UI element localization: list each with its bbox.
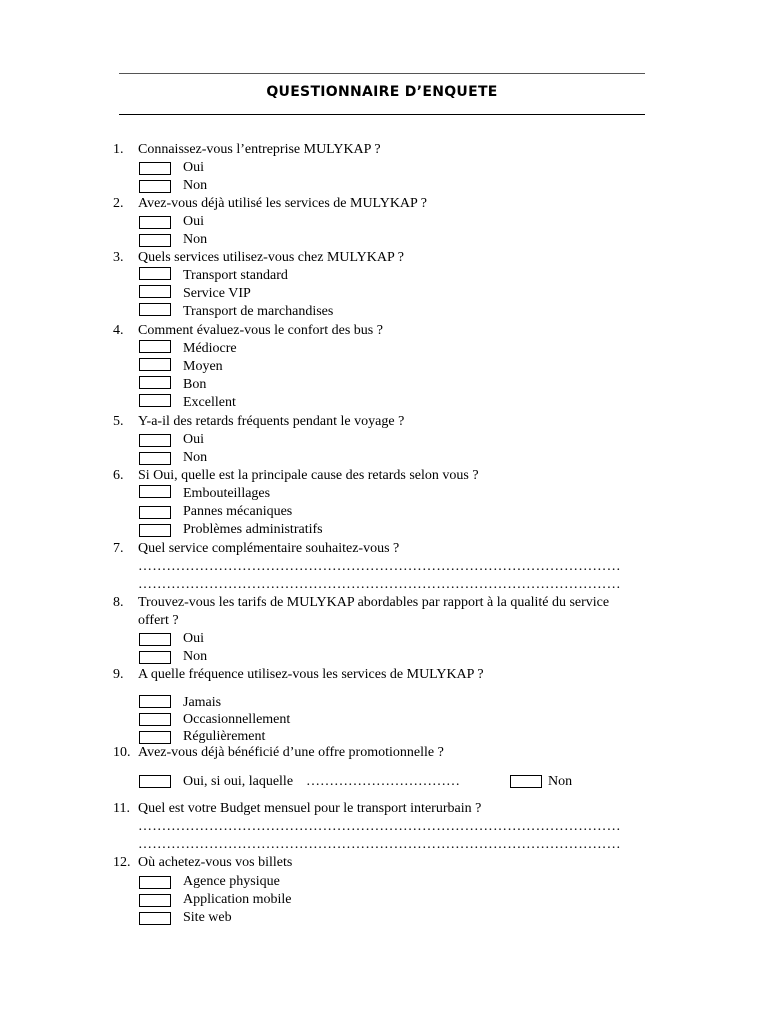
option-label: Transport standard (183, 268, 288, 283)
option-label: Excellent (183, 395, 236, 410)
question-number: 2. (113, 196, 124, 211)
question-text: Avez-vous déjà utilisé les services de MULYKAP ? (138, 196, 428, 211)
question-number: 12. (113, 855, 131, 870)
option-label: Oui (183, 214, 204, 229)
answer-dotted-line[interactable]: ………………………………………………………………………………………… (138, 837, 621, 852)
option-label: Non (183, 232, 208, 247)
option-label: Oui (183, 160, 204, 175)
question-number: 3. (113, 250, 124, 265)
checkbox[interactable] (139, 775, 171, 788)
question-number: 5. (113, 414, 124, 429)
answer-dotted-line[interactable]: …………………………… (306, 774, 460, 789)
option-label: Service VIP (183, 286, 251, 301)
checkbox[interactable] (139, 524, 171, 537)
question-text: Où achetez-vous vos billets (138, 855, 293, 870)
question-text: Comment évaluez-vous le confort des bus ? (138, 323, 383, 338)
checkbox[interactable] (139, 376, 171, 389)
option-label: Non (183, 649, 208, 664)
question-number: 4. (113, 323, 124, 338)
option-label: Transport de marchandises (183, 304, 334, 319)
option-label: Bon (183, 377, 207, 392)
option-label: Agence physique (183, 874, 280, 889)
checkbox[interactable] (139, 162, 171, 175)
question-text: Si Oui, quelle est la principale cause des retards selon vous ? (138, 468, 479, 483)
question-text: Trouvez-vous les tarifs de MULYKAP abordables par rapport à la qualité du service (138, 595, 610, 610)
question-number: 6. (113, 468, 124, 483)
question-number: 1. (113, 142, 124, 157)
option-label: Non (183, 178, 208, 193)
question-text: Avez-vous déjà bénéficié d’une offre promotionnelle ? (138, 745, 444, 760)
question-text: Quel service complémentaire souhaitez-vous ? (138, 541, 400, 556)
option-label: Pannes mécaniques (183, 504, 293, 519)
checkbox[interactable] (139, 651, 171, 664)
checkbox[interactable] (139, 303, 171, 316)
option-label: Site web (183, 910, 232, 925)
option-label: Oui, si oui, laquelle (183, 774, 294, 789)
option-label: Oui (183, 432, 204, 447)
answer-dotted-line[interactable]: ………………………………………………………………………………………… (138, 577, 621, 592)
question-text: A quelle fréquence utilisez-vous les services de MULYKAP ? (138, 667, 484, 682)
option-label: Moyen (183, 359, 223, 374)
option-label: Application mobile (183, 892, 292, 907)
checkbox[interactable] (510, 775, 542, 788)
option-label: Occasionnellement (183, 712, 291, 727)
title-underline (119, 114, 645, 115)
option-label: Problèmes administratifs (183, 522, 323, 537)
checkbox[interactable] (139, 713, 171, 726)
checkbox[interactable] (139, 485, 171, 498)
question-text: Y-a-il des retards fréquents pendant le voyage ? (138, 414, 405, 429)
answer-dotted-line[interactable]: ………………………………………………………………………………………… (138, 559, 621, 574)
checkbox[interactable] (139, 695, 171, 708)
question-text: Connaissez-vous l’entreprise MULYKAP ? (138, 142, 381, 157)
checkbox[interactable] (139, 394, 171, 407)
checkbox[interactable] (139, 912, 171, 925)
checkbox[interactable] (139, 633, 171, 646)
checkbox[interactable] (139, 234, 171, 247)
question-number: 9. (113, 667, 124, 682)
checkbox[interactable] (139, 452, 171, 465)
checkbox[interactable] (139, 216, 171, 229)
checkbox[interactable] (139, 506, 171, 519)
checkbox[interactable] (139, 876, 171, 889)
question-number: 10. (113, 745, 131, 760)
option-label: Oui (183, 631, 204, 646)
question-text: Quels services utilisez-vous chez MULYKAP ? (138, 250, 404, 265)
answer-dotted-line[interactable]: ………………………………………………………………………………………… (138, 819, 621, 834)
question-number: 11. (113, 801, 130, 816)
checkbox[interactable] (139, 434, 171, 447)
option-label: Régulièrement (183, 729, 266, 744)
page-title: QUESTIONNAIRE D’ENQUETE (266, 84, 498, 100)
checkbox[interactable] (139, 894, 171, 907)
option-label: Non (548, 774, 573, 789)
option-label: Embouteillages (183, 486, 271, 501)
question-number: 7. (113, 541, 124, 556)
option-label: Médiocre (183, 341, 237, 356)
option-label: Non (183, 450, 208, 465)
checkbox[interactable] (139, 180, 171, 193)
question-text-continued: offert ? (138, 613, 179, 628)
top-rule (119, 73, 645, 74)
option-label: Jamais (183, 695, 222, 710)
checkbox[interactable] (139, 267, 171, 280)
question-number: 8. (113, 595, 124, 610)
question-text: Quel est votre Budget mensuel pour le transport interurbain ? (138, 801, 482, 816)
checkbox[interactable] (139, 340, 171, 353)
checkbox[interactable] (139, 358, 171, 371)
checkbox[interactable] (139, 731, 171, 744)
checkbox[interactable] (139, 285, 171, 298)
